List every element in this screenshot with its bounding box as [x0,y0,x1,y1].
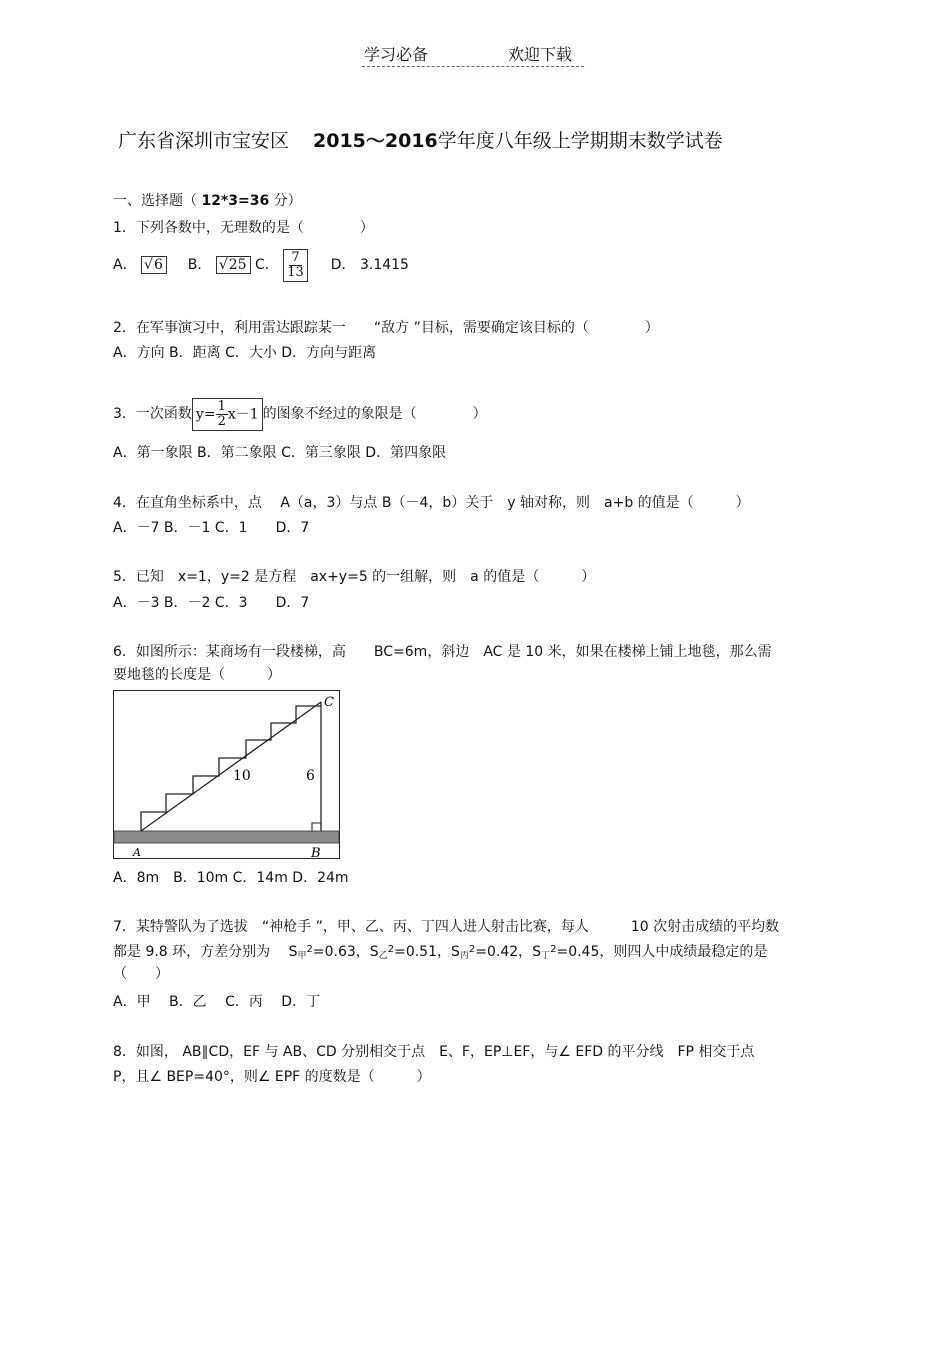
q7-sup-1: 2 [306,944,313,955]
q3-fn-right: x－1 [227,406,259,422]
q8-line2: P，且∠ BEP=40°，则∠ EPF 的度数是（ ） [113,1069,431,1085]
q3-suffix: 的图象不经过的象限是（ ） [262,406,487,422]
q4-options: A．－7 B．－1 C．1 D．7 [113,520,310,536]
section-label: 一、选择题（ [113,193,197,209]
q5-text: 5．已知 x=1，y=2 是方程 ax+y=5 的一组解，则 a 的值是（ ） [113,569,596,585]
height-label: 6 [306,768,315,784]
q7-options: A．甲 B．乙 C．丙 D．丁 [113,994,321,1010]
q7-intro: 都是 9.8 环，方差分别为 S [113,944,298,960]
q7-sup-4: 2 [550,944,557,955]
q6-line2: 要地毯的长度是（ ） [113,667,281,683]
q7-sup-2: 2 [387,944,395,955]
q3-fn-denominator: 2 [217,413,226,429]
q1-options [113,247,409,283]
page-header [362,40,584,67]
q1-d-option: D． 3.1415 [330,257,409,273]
q2-text: 2．在军事演习中，利用雷达跟踪某一 “敌方 ”目标，需要确定该目标的（ ） [113,320,659,336]
q7-line1: 7．某特警队为了选拔 “神枪手 ”，甲、乙、丙、丁四人进人射击比赛，每人 10 次射击成绩的平均数 [113,919,780,935]
header-left: 学习必备 [364,45,429,64]
point-b-label: B [311,846,321,860]
q1-a-radicand: 6 [153,257,163,273]
q7-sub-2: 乙 [378,951,388,961]
q1-text: 1．下列各数中，无理数的是（ ） [113,220,374,236]
q1-c-label: C． [255,257,279,273]
q7-line3: （ ） [113,966,169,982]
q3-fn-left: y= [195,406,216,422]
q7-sub-1: 甲 [297,951,307,961]
q1-b-label: B． [187,257,212,273]
q3-options: A．第一象限 B．第二象限 C．第三象限 D．第四象限 [113,445,447,461]
q6-line1: 6．如图所示：某商场有一段楼梯，高 BC=6m，斜边 AC 是 10 米，如果在楼梯上铺上地毯，那么需 [113,644,772,660]
exam-title [118,126,878,153]
section-score: 12*3=36 [201,193,270,209]
q1-a-expr: √6 [141,256,167,274]
q7-value-1: =0.63，S [312,944,379,960]
point-a-label: A [133,846,141,859]
q7-value-4: =0.45，则四人中成绩最稳定的是 [556,944,768,960]
q1-a-label: A． [113,257,137,273]
section-heading [113,192,302,210]
q6-options: A．8m B．10m C．14m D．24m [113,870,349,886]
point-c-label: C [324,695,334,710]
q1-b-expr: √25 [216,256,251,274]
ground-strip [114,831,339,843]
q7-sup-3: 2 [468,944,476,955]
q3-function-box [192,398,263,431]
q3-prefix: 3．一次函数 [113,406,192,422]
q7-sub-3: 丙 [459,951,469,961]
title-suffix: 学年度八年级上学期期末数学试卷 [437,130,723,152]
q7-line2 [113,943,767,963]
staircase-figure [113,690,341,860]
q1-c-denominator: 13 [287,264,304,280]
title-years: 2015～2016 [313,130,438,152]
section-unit: 分） [273,193,302,209]
header-right: 欢迎下载 [508,45,573,64]
q1-c-numerator: 7 [291,249,300,265]
q2-options: A．方向 B．距离 C．大小 D．方向与距离 [113,345,377,361]
q1-c-expr [283,249,308,282]
q5-options: A．－3 B．－2 C．3 D．7 [113,595,310,611]
q3-fn-numerator: 1 [217,398,226,414]
q7-value-3: =0.42，S [475,944,542,960]
hypotenuse-label: 10 [233,768,251,784]
title-prefix: 广东省深圳市宝安区 [118,130,290,152]
q3-text [113,393,487,435]
q7-sub-4: 丁 [541,951,551,961]
q8-line1: 8．如图， AB∥CD，EF 与 AB、CD 分别相交于点 E、F，EP⊥EF，与∠ EFD 的平分线 FP 相交于点 [113,1044,755,1060]
q7-value-2: =0.51，S [394,944,460,960]
q1-b-radicand: 25 [228,257,247,273]
q4-text: 4．在直角坐标系中，点 A（a，3）与点 B（－4，b）关于 y 轴对称，则 a+b 的值是（ ） [113,495,750,511]
